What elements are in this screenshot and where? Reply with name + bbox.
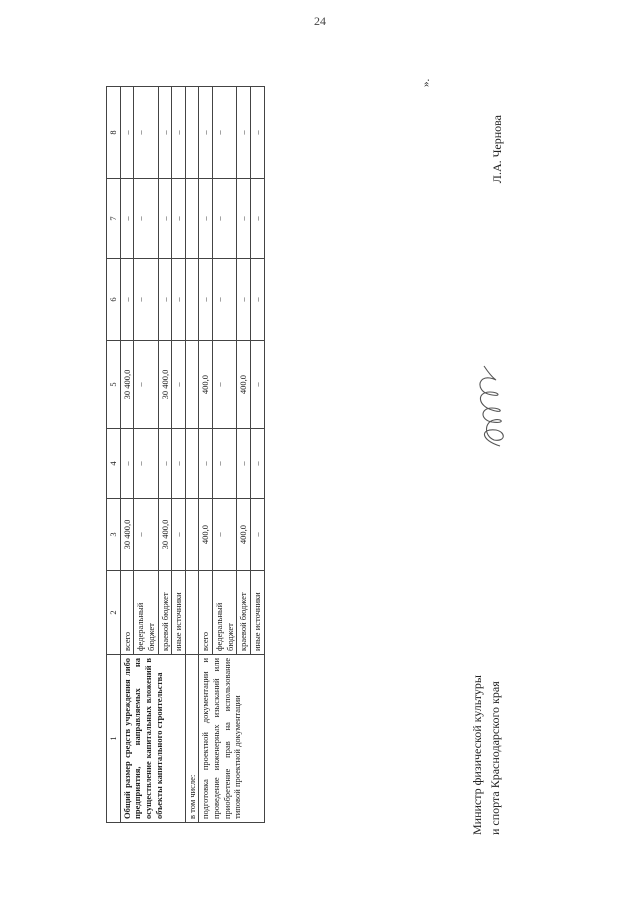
table-row [185,87,199,823]
column-header: 5 [107,341,121,429]
empty-cell [185,499,199,571]
value-cell: – [250,259,264,341]
page-number: 24 [314,14,326,28]
value-cell: – [250,499,264,571]
minister-position-line-1: Министр физической культуры [470,675,484,835]
column-header: 1 [107,655,121,823]
value-cell: – [134,429,158,499]
minister-position-line-2: и спорта Краснодарского края [488,681,502,835]
empty-cell [185,259,199,341]
value-cell: – [250,429,264,499]
funding-source-cell: федеральный бюджет [134,571,158,655]
value-cell: 400,0 [199,499,213,571]
column-header: 3 [107,499,121,571]
empty-cell [185,87,199,179]
value-cell: – [250,87,264,179]
value-cell: – [172,499,186,571]
value-cell: – [120,259,134,341]
value-cell: – [172,87,186,179]
closing-quote: ». [420,78,432,87]
value-cell: – [172,341,186,429]
column-header: 8 [107,87,121,179]
value-cell: – [134,87,158,179]
value-cell: – [237,179,251,259]
funding-source-cell: всего [199,571,213,655]
empty-cell [185,571,199,655]
value-cell: – [134,499,158,571]
value-cell: – [213,179,237,259]
handwritten-signature [470,360,514,450]
value-cell: – [120,87,134,179]
column-header: 6 [107,259,121,341]
funding-source-cell: федеральный бюджет [213,571,237,655]
value-cell: 400,0 [199,341,213,429]
value-cell: – [158,429,172,499]
value-cell: 30 400,0 [158,341,172,429]
table-header-row [107,87,121,823]
value-cell: 30 400,0 [120,499,134,571]
value-cell: – [213,259,237,341]
budget-table [106,86,265,823]
value-cell: – [213,499,237,571]
value-cell: – [213,429,237,499]
group-title-cell: в том числе: [185,655,199,823]
group-title-cell: Общий размер средств учреждения либо предприятия, направляемых на осуществление капитальных вложений в объекты капитального строительства [120,655,185,823]
value-cell: 400,0 [237,341,251,429]
value-cell: – [250,179,264,259]
value-cell: – [158,259,172,341]
value-cell: – [213,87,237,179]
empty-cell [185,341,199,429]
value-cell: 30 400,0 [120,341,134,429]
value-cell: – [134,341,158,429]
table-row [120,87,134,823]
value-cell: – [172,259,186,341]
empty-cell [185,429,199,499]
value-cell: 30 400,0 [158,499,172,571]
value-cell: – [199,87,213,179]
column-header: 4 [107,429,121,499]
value-cell: – [134,259,158,341]
value-cell: – [172,429,186,499]
value-cell: – [172,179,186,259]
value-cell: – [237,87,251,179]
value-cell: – [134,179,158,259]
value-cell: – [158,87,172,179]
value-cell: – [120,179,134,259]
table-container [106,87,265,823]
value-cell: – [213,341,237,429]
value-cell: – [237,259,251,341]
value-cell: – [158,179,172,259]
funding-source-cell: всего [120,571,134,655]
funding-source-cell: иные источники [172,571,186,655]
value-cell: – [250,341,264,429]
column-header: 2 [107,571,121,655]
minister-name: Л.А. Чернова [490,115,504,184]
group-title-cell: подготовка проектной документации и проведение инженерных изысканий или приобретение прав на использование типовой проектной документации [199,655,264,823]
value-cell: – [237,429,251,499]
funding-source-cell: краевой бюджет [158,571,172,655]
column-header: 7 [107,179,121,259]
value-cell: – [120,429,134,499]
table-body [120,87,264,823]
funding-source-cell: краевой бюджет [237,571,251,655]
value-cell: – [199,259,213,341]
signature-block [470,55,530,835]
value-cell: – [199,429,213,499]
funding-source-cell: иные источники [250,571,264,655]
value-cell: – [199,179,213,259]
table-row [199,87,213,823]
empty-cell [185,179,199,259]
value-cell: 400,0 [237,499,251,571]
